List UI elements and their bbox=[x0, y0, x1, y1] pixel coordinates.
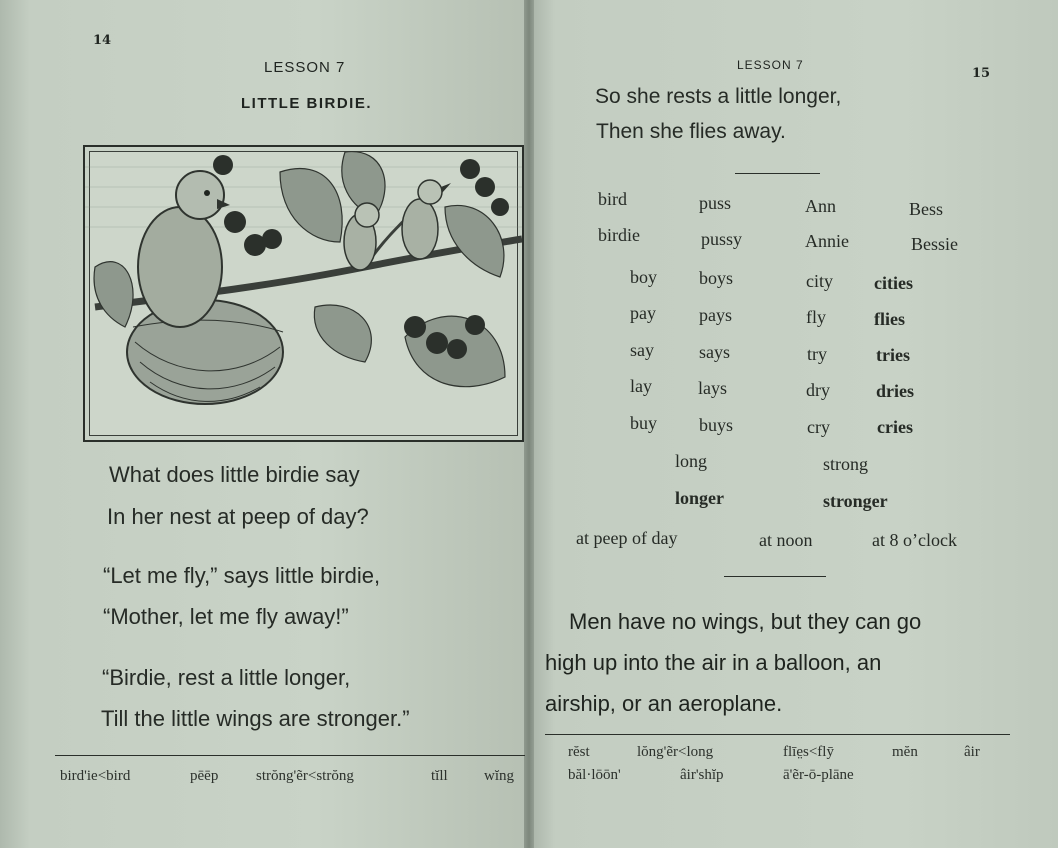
glossary-left-1: bird'ie<bird bbox=[60, 768, 131, 784]
word-cell: pays bbox=[699, 305, 732, 325]
glossary-right-5: âir bbox=[964, 744, 980, 760]
lesson-heading-right: LESSON 7 bbox=[737, 58, 804, 72]
glossary-rule-right bbox=[545, 734, 1010, 735]
glossary-right-2: lŏng'ẽr<long bbox=[637, 744, 714, 760]
page-number-right: 15 bbox=[972, 66, 991, 81]
word-cell: pussy bbox=[701, 229, 743, 249]
word-cell: dries bbox=[876, 381, 914, 401]
word-cell: strong bbox=[823, 454, 868, 474]
glossary-left-3: strŏng'ẽr<strŏng bbox=[256, 768, 354, 784]
right-poem-line-1: So she rests a little longer, bbox=[595, 85, 842, 108]
word-cell: lays bbox=[698, 378, 727, 398]
glossary-right-8: ā'ẽr-ō-plāne bbox=[783, 767, 854, 783]
prose-line-3: airship, or an aeroplane. bbox=[545, 691, 783, 716]
birds-on-cherry-branch-illustration bbox=[83, 145, 524, 442]
word-cell: try bbox=[807, 344, 827, 364]
word-cell: boy bbox=[630, 267, 657, 287]
short-rule-2 bbox=[724, 576, 826, 577]
word-cell: lay bbox=[630, 376, 652, 396]
phrase: at peep of day bbox=[576, 528, 678, 548]
glossary-left-4: tĭll bbox=[431, 768, 448, 784]
word-cell: longer bbox=[675, 488, 724, 508]
word-cell: Bess bbox=[909, 199, 944, 219]
lesson-heading-left: LESSON 7 bbox=[264, 59, 346, 76]
word-cell: pay bbox=[630, 303, 656, 323]
phrase: at noon bbox=[759, 530, 813, 550]
word-cell: puss bbox=[699, 193, 732, 213]
word-cell: says bbox=[699, 342, 730, 362]
word-cell: Bessie bbox=[911, 234, 958, 254]
word-cell: say bbox=[630, 340, 654, 360]
book-gutter bbox=[524, 0, 534, 848]
right-poem-line-2: Then she flies away. bbox=[596, 120, 786, 143]
glossary-right-6: băl·lōōn' bbox=[568, 767, 621, 783]
page-number-left: 14 bbox=[93, 33, 112, 48]
short-rule-1 bbox=[735, 173, 820, 174]
word-cell: bird bbox=[598, 189, 627, 209]
word-cell: cry bbox=[807, 417, 830, 437]
word-cell: cries bbox=[877, 417, 913, 437]
glossary-right-4: mĕn bbox=[892, 744, 918, 760]
word-cell: Ann bbox=[805, 196, 836, 216]
poem-line-3: “Let me fly,” says little birdie, bbox=[103, 563, 381, 588]
word-cell: buy bbox=[630, 413, 657, 433]
poem-line-6: Till the little wings are stronger.” bbox=[101, 706, 410, 731]
glossary-left-2: pēēp bbox=[190, 768, 219, 784]
word-cell: flies bbox=[874, 309, 905, 329]
word-cell: tries bbox=[876, 345, 910, 365]
prose-line-2: high up into the air in a balloon, an bbox=[545, 650, 882, 675]
word-cell: stronger bbox=[823, 491, 888, 511]
glossary-right-1: rĕst bbox=[568, 744, 590, 760]
poem-line-2: In her nest at peep of day? bbox=[107, 504, 369, 529]
lesson-title: LITTLE BIRDIE. bbox=[241, 95, 372, 112]
word-cell: Annie bbox=[805, 231, 849, 251]
phrase: at 8 o’clock bbox=[872, 530, 957, 550]
word-cell: dry bbox=[806, 380, 830, 400]
glossary-rule-left bbox=[55, 755, 525, 756]
word-cell: birdie bbox=[598, 225, 640, 245]
prose-line-1: Men have no wings, but they can go bbox=[569, 609, 922, 634]
poem-line-5: “Birdie, rest a little longer, bbox=[102, 665, 351, 690]
poem-line-1: What does little birdie say bbox=[109, 462, 360, 487]
word-cell: buys bbox=[699, 415, 734, 435]
glossary-right-3: flīe̤s<flȳ bbox=[783, 744, 834, 760]
glossary-right-7: âir'shĭp bbox=[680, 767, 724, 783]
word-cell: city bbox=[806, 271, 833, 291]
word-cell: long bbox=[675, 451, 708, 471]
poem-line-4: “Mother, let me fly away!” bbox=[103, 604, 349, 629]
word-cell: cities bbox=[874, 273, 913, 293]
glossary-left-5: wĭng bbox=[484, 768, 514, 784]
word-cell: boys bbox=[699, 268, 734, 288]
word-cell: fly bbox=[806, 307, 826, 327]
